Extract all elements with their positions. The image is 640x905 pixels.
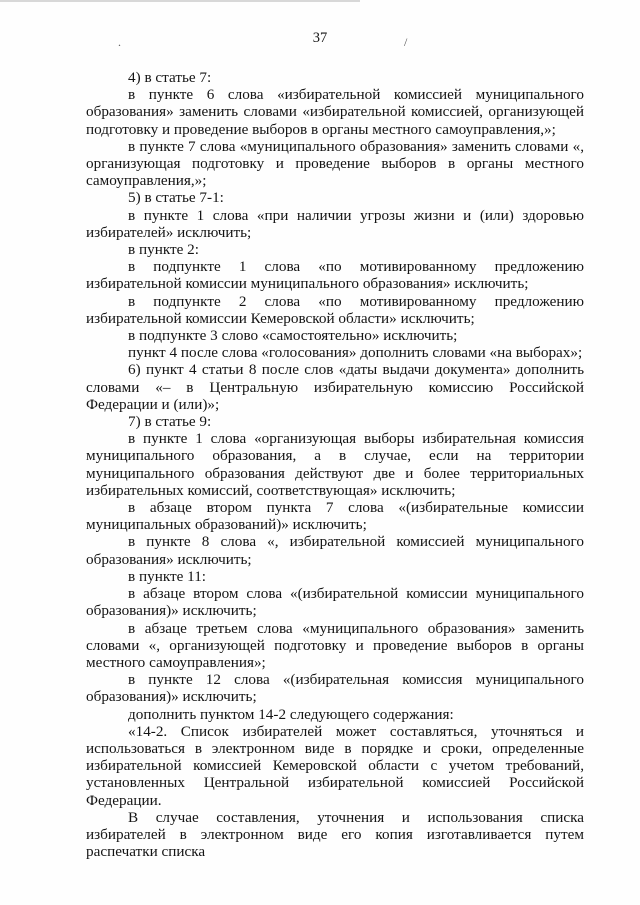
scan-edge-line [0,0,360,2]
paragraph: в абзаце втором пункта 7 слова «(избирательные комиссии муниципальных образований)» исключить; [86,499,584,534]
document-body [86,69,584,860]
page-number: 37 [312,30,328,46]
paragraph: в пункте 1 слова «организующая выборы избирательная комиссия муниципального образования, а в случае, если на территории муниципального образования действуют две и более территориальных избирательных комиссий, соответствующая» исключить; [86,430,584,499]
paragraph: 4) в статье 7: [128,69,212,86]
paragraph: 6) пункт 4 статьи 8 после слов «даты выдачи документа» дополнить словами «– в Центральную избирательную комиссию Российской Федерации и (или)»; [86,361,584,413]
paragraph: в абзаце втором слова «(избирательной комиссии муниципального образования)» исключить; [86,585,584,620]
paragraph: в абзаце третьем слова «муниципального образования» заменить словами «, организующей подготовку и проведение выборов в органы местного самоуправления»; [86,619,584,671]
paragraph: в пункте 8 слова «, избирательной комиссией муниципального образования» исключить; [86,533,584,568]
scan-mark-left: . [118,35,121,49]
paragraph: в пункте 6 слова «избирательной комиссией муниципального образования» заменить словами «избирательной комиссией, организующей подготовку и проведение выборов в органы местного самоуправления,»; [86,86,584,138]
paragraph: 5) в статье 7-1: [128,189,224,207]
paragraph: в подпункте 1 слова «по мотивированному предложению избирательной комиссии муниципального образования» исключить; [86,258,584,293]
paragraph: в пункте 2: [128,241,199,259]
paragraph: пункт 4 после слова «голосования» дополнить словами «на выборах»; [128,344,583,362]
paragraph: В случае составления, уточнения и использования списка избирателей в электронном виде его копия изготавливается путем распечатки списка [86,808,584,861]
paragraph: в пункте 11: [128,567,207,585]
paragraph: дополнить пунктом 14-2 следующего содержания: [128,705,454,723]
paragraph: в пункте 1 слова «при наличии угрозы жизни и (или) здоровью избирателей» исключить; [86,206,584,241]
paragraph: 7) в статье 9: [128,413,212,431]
scan-mark-right: / [404,35,408,49]
paragraph: «14-2. Список избирателей может составляться, уточняться и использоваться в электронном виде в порядке и сроки, определенные избирательной комиссией Кемеровской области с учетом требований, установленных Центральной избирательной комиссией Российской Федерации. [86,722,584,809]
paragraph: в подпункте 3 слово «самостоятельно» исключить; [128,327,458,345]
paragraph: в пункте 7 слова «муниципального образования» заменить словами «, организующая подготовку и проведение выборов в органы местного самоуправления,»; [86,137,584,190]
paragraph: в пункте 12 слова «(избирательная комиссия муниципального образования)» исключить; [86,671,584,706]
paragraph: в подпункте 2 слова «по мотивированному предложению избирательной комиссии Кемеровской области» исключить; [86,292,584,327]
